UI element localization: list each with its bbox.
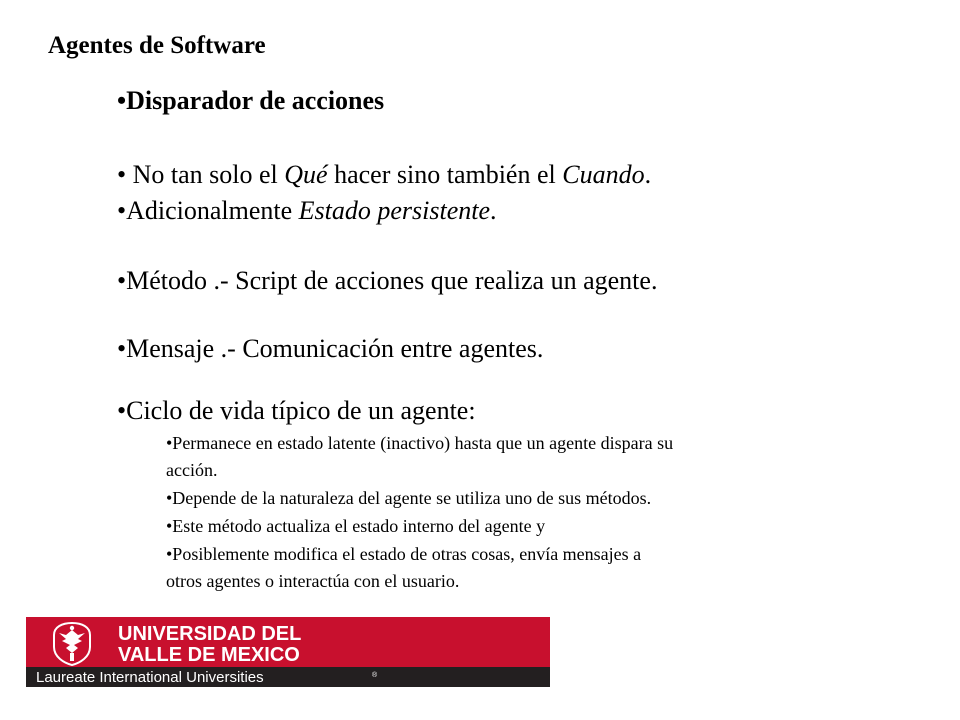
sub-bullet-latent: •Permanece en estado latente (inactivo) hasta que un agente dispara su: [166, 433, 674, 453]
emphasis-cuando: Cuando: [562, 160, 645, 189]
bullet-what-when: • No tan solo el Qué hacer sino también el Cuando.: [117, 160, 652, 189]
sub-bullet-update: •Este método actualiza el estado interno del agente y: [166, 516, 546, 536]
bullet-persistent-state: [117, 196, 497, 226]
section-heading: •Disparador de acciones: [117, 86, 385, 115]
emphasis-estado-persistente: Estado persistente: [298, 196, 491, 225]
sub-bullet-latent-cont: acción.: [166, 460, 218, 480]
university-logo: [26, 617, 550, 687]
slide-title: Agentes de Software: [48, 32, 266, 59]
bullet-what-when-pre: No tan solo el: [126, 160, 285, 189]
bullet-persistent-post: .: [490, 196, 497, 225]
sub-bullet-nature: •Depende de la naturaleza del agente se utiliza uno de sus métodos.: [166, 488, 652, 508]
logo-line1: UNIVERSIDAD DEL: [118, 623, 302, 645]
bullet-persistent-pre: •Adicionalmente: [117, 196, 299, 225]
sub-bullet-modify: •Posiblemente modifica el estado de otras cosas, envía mensajes a: [166, 544, 642, 564]
logo-registered-mark: ®: [372, 672, 378, 679]
emphasis-que: Qué: [284, 160, 328, 189]
logo-tagline: Laureate International Universities: [36, 669, 264, 686]
bullet-method: •Método .- Script de acciones que realiza un agente.: [117, 266, 658, 295]
bullet-what-when-post: .: [644, 160, 652, 189]
bullet-message: •Mensaje .- Comunicación entre agentes.: [117, 334, 544, 363]
logo-line2: VALLE DE MEXICO: [118, 644, 300, 666]
bullet-lifecycle: •Ciclo de vida típico de un agente:: [117, 396, 476, 425]
sub-bullet-modify-cont: otros agentes o interactúa con el usuario.: [166, 571, 460, 591]
bullet-what-when-mid: hacer sino también el: [327, 160, 563, 189]
